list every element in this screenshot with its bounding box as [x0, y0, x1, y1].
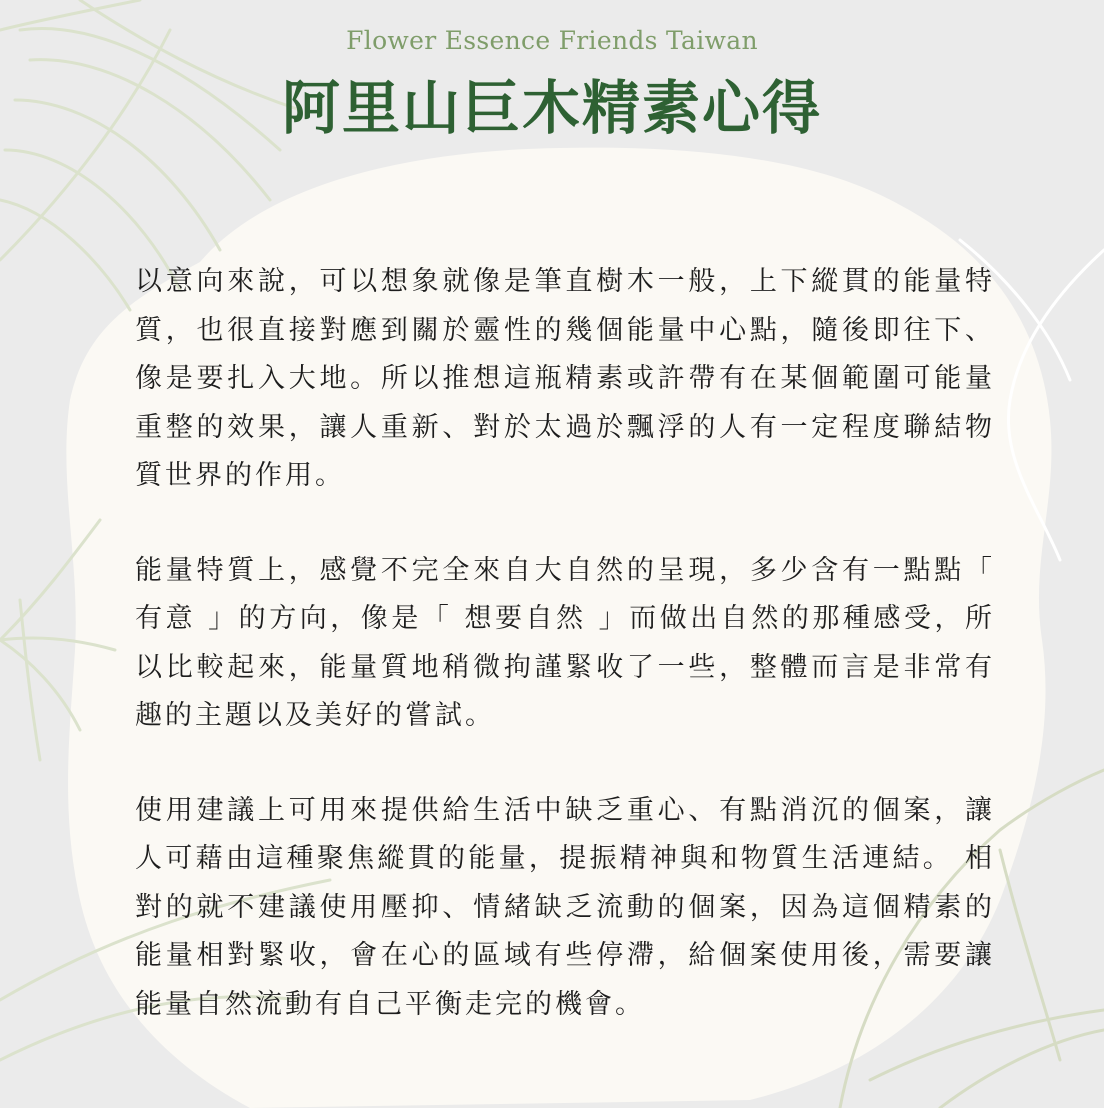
- paragraph-intent: 以意向來說，可以想象就像是筆直樹木一般，上下縱貫的能量特質，也很直接對應到關於靈性的幾個能量中心點，隨後即往下、像是要扎入大地。所以推想這瓶精素或許帶有在某個範圍可能量重整的效果，讓人重新、對於太過於飄浮的人有一定程度聯結物質世界的作用。: [135, 266, 995, 491]
- content-body: [135, 258, 995, 1075]
- page-title: 阿里山巨木精素心得: [281, 74, 822, 142]
- paragraph-usage-advice: 使用建議上可用來提供給生活中缺乏重心、有點消沉的個案，讓人可藉由這種聚焦縱貫的能量，提振精神與和物質生活連結。 相對的就不建議使用壓抑、情緒缺乏流動的個案，因為這個精素的能量相對緊收，會在心的區域有些停滯，給個案使用後，需要讓能量自然流動有自己平衡走完的機會。: [135, 794, 995, 1020]
- paragraph-energy-quality: 能量特質上，感覺不完全來自大自然的呈現，多少含有一點點「 有意 」的方向，像是「 想要自然 」而做出自然的那種感受，所以比較起來，能量質地稍微拘謹緊收了一些，整體而言是非常有趣的主題以及美好的嘗試。: [135, 554, 995, 731]
- header: [0, 24, 1104, 142]
- brand-name: Flower Essence Friends Taiwan: [346, 26, 758, 55]
